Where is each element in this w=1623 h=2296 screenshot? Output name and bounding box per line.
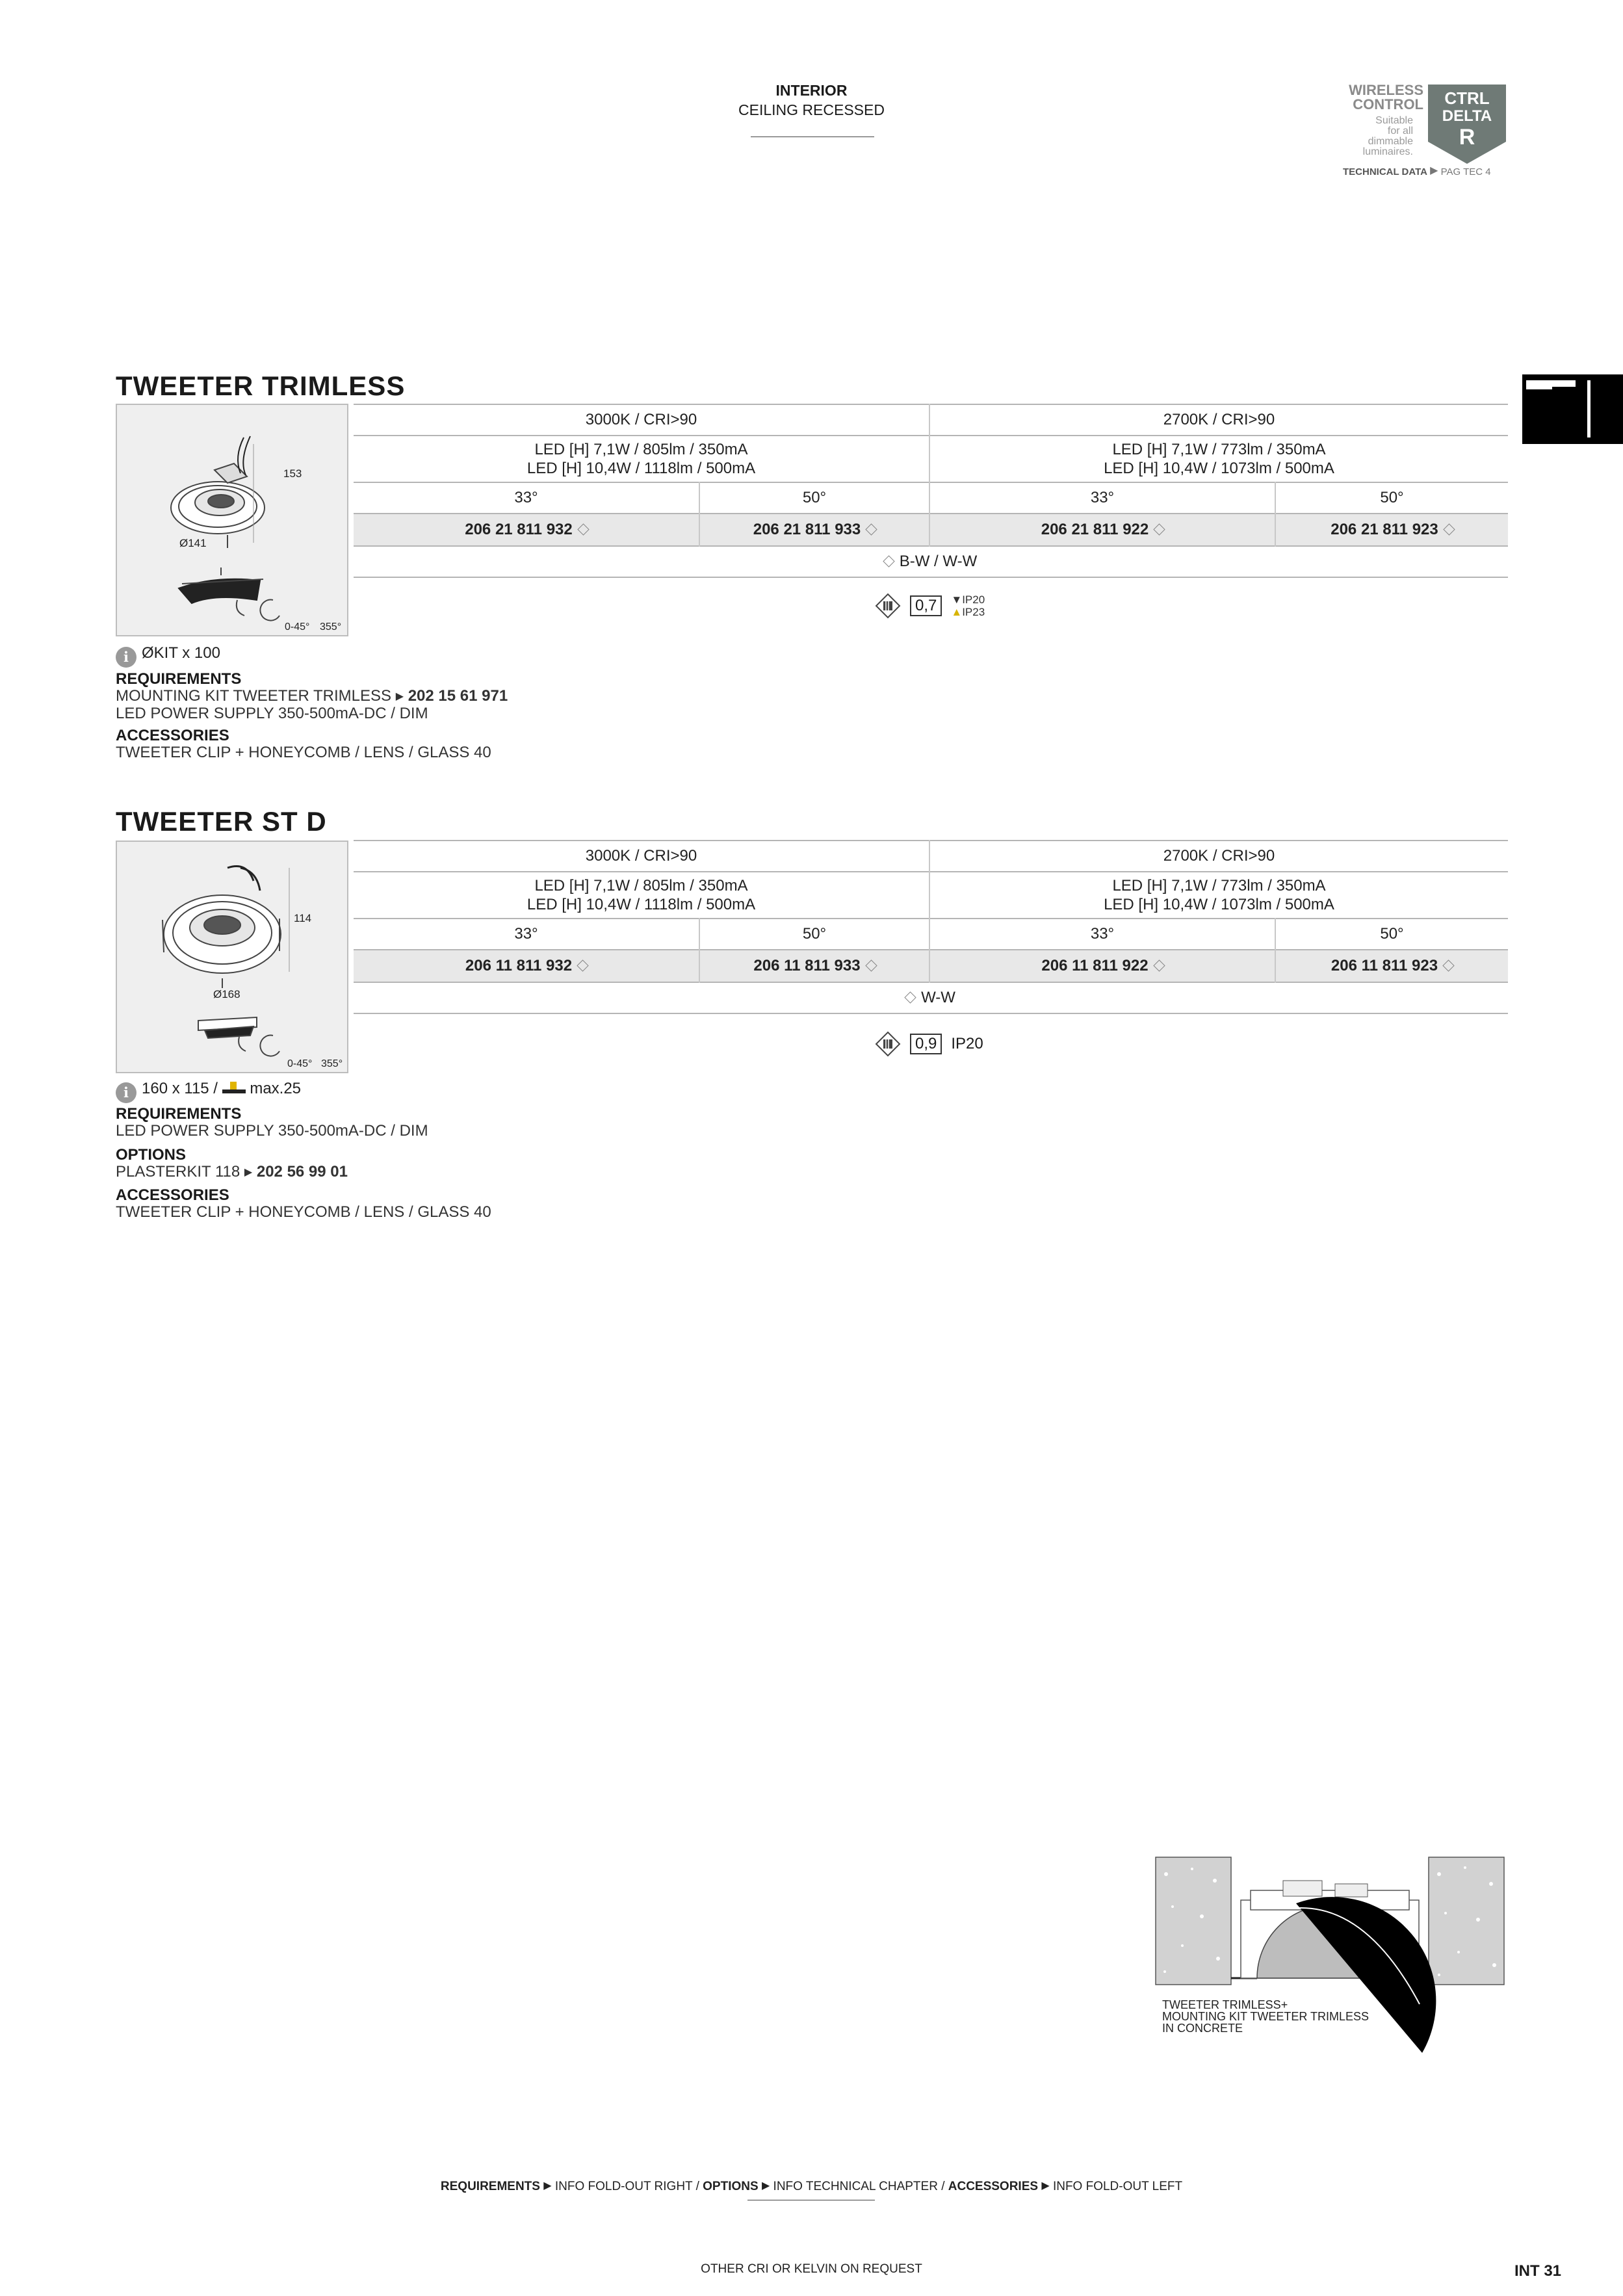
section-title: INTERIOR xyxy=(775,82,848,99)
installation-drawing xyxy=(1153,1855,1507,2063)
kit-info: i ØKIT x 100 xyxy=(116,644,220,668)
product-code[interactable]: 206 11 811 932 xyxy=(354,950,699,982)
led-spec: LED [H] 7,1W / 773lm / 350mA LED [H] 10,4W / 1073lm / 500mA xyxy=(929,436,1508,482)
ip-rating: IP20 xyxy=(951,1035,983,1052)
product-title: TWEETER ST D xyxy=(116,806,327,837)
group-header: 3000K / CRI>90 xyxy=(354,841,929,872)
product-image xyxy=(116,404,348,636)
led-spec: LED [H] 7,1W / 773lm / 350mA LED [H] 10,4W / 1073lm / 500mA xyxy=(929,872,1508,919)
requirements-block: REQUIREMENTS MOUNTING KIT TWEETER TRIMLESS ▶ 202 15 61 971 LED POWER SUPPLY 350-500mA-DC / DIM xyxy=(116,670,508,722)
diamond-icon xyxy=(904,991,916,1003)
finish-row: B-W / W-W xyxy=(354,546,1508,577)
tilt-label: 0-45° xyxy=(285,621,310,633)
product-code[interactable]: 206 21 811 932 xyxy=(354,514,699,546)
weight-value: 0,7 xyxy=(910,595,942,616)
group-header: 2700K / CRI>90 xyxy=(929,404,1508,436)
accessories-block: ACCESSORIES TWEETER CLIP + HONEYCOMB / LENS / GLASS 40 xyxy=(116,1186,491,1221)
beam-angle: 50° xyxy=(699,482,929,514)
section-subtitle: CEILING RECESSED xyxy=(738,101,885,118)
arrow-icon: ▶ xyxy=(543,2180,552,2191)
requirement-item: LED POWER SUPPLY 350-500mA-DC / DIM xyxy=(116,1122,428,1140)
requirement-item: LED POWER SUPPLY 350-500mA-DC / DIM xyxy=(116,705,428,722)
product-code[interactable]: 206 11 811 922 xyxy=(929,950,1275,982)
height-label: 153 xyxy=(283,467,302,480)
info-icon: i xyxy=(116,647,136,668)
rotate-label: 355° xyxy=(321,1058,343,1069)
height-label: 114 xyxy=(294,912,312,924)
diamond-icon xyxy=(1154,523,1165,535)
group-header: 2700K / CRI>90 xyxy=(929,841,1508,872)
product-code[interactable]: 206 21 811 933 xyxy=(699,514,929,546)
diamond-icon xyxy=(1153,959,1165,971)
tweeter-trimless-drawing-icon xyxy=(117,405,347,635)
product-code[interactable]: 206 21 811 922 xyxy=(929,514,1275,546)
chapter-tab[interactable] xyxy=(1522,374,1623,444)
beam-angle: 33° xyxy=(929,482,1275,514)
rotate-label: 355° xyxy=(320,621,342,633)
led-spec: LED [H] 7,1W / 805lm / 350mA LED [H] 10,4W / 1118lm / 500mA xyxy=(354,872,929,919)
weight-diamond-icon xyxy=(875,593,901,619)
diameter-label: Ø168 xyxy=(213,988,240,1000)
install-caption: TWEETER TRIMLESS+ MOUNTING KIT TWEETER TRIMLESS IN CONCRETE xyxy=(1162,1998,1370,2035)
product-spec-table xyxy=(354,404,1508,578)
weight-ip-row xyxy=(875,591,985,621)
ctrl-line2: DELTA xyxy=(1442,107,1492,125)
footer-legend: REQUIREMENTS ▶ INFO FOLD-OUT RIGHT / OPTIONS ▶ INFO TECHNICAL CHAPTER / ACCESSORIES ▶ INFO FOLD-OUT LEFT xyxy=(440,2180,1183,2193)
diamond-icon xyxy=(1442,959,1454,971)
diamond-icon xyxy=(865,959,877,971)
beam-angle: 50° xyxy=(699,919,929,950)
diamond-icon xyxy=(883,555,894,567)
ip-ratings: ▼IP20 ▲IP23 xyxy=(951,594,985,618)
beam-angle: 50° xyxy=(1275,482,1508,514)
product-image xyxy=(116,841,348,1073)
led-spec: LED [H] 7,1W / 805lm / 350mA LED [H] 10,4W / 1118lm / 500mA xyxy=(354,436,929,482)
tweeter-st-d-drawing-icon xyxy=(117,842,347,1072)
arrow-icon: ▶ xyxy=(1430,165,1438,176)
tilt-label: 0-45° xyxy=(287,1058,313,1069)
group-header: 3000K / CRI>90 xyxy=(354,404,929,436)
ctrl-line1: CTRL xyxy=(1444,88,1490,108)
product-spec-table xyxy=(354,840,1508,1014)
weight-value: 0,9 xyxy=(910,1034,942,1054)
info-icon: i xyxy=(116,1082,136,1103)
diamond-icon xyxy=(577,523,589,535)
arrow-icon: ▶ xyxy=(761,2180,770,2191)
product-code[interactable]: 206 21 811 923 xyxy=(1275,514,1508,546)
ceiling-thickness-icon xyxy=(222,1080,246,1096)
beam-angle: 50° xyxy=(1275,919,1508,950)
ip-top-icon: ▼ xyxy=(951,594,963,606)
product-title: TWEETER TRIMLESS xyxy=(116,371,406,401)
weight-ip-row xyxy=(875,1029,983,1059)
diamond-icon xyxy=(577,959,588,971)
accessories-block: ACCESSORIES TWEETER CLIP + HONEYCOMB / LENS / GLASS 40 xyxy=(116,727,491,761)
finish-row: W-W xyxy=(354,982,1508,1013)
options-block: OPTIONS PLASTERKIT 118 ▶ 202 56 99 01 xyxy=(116,1146,348,1181)
arrow-icon: ▶ xyxy=(395,691,404,702)
diamond-icon xyxy=(1443,523,1455,535)
requirements-block: REQUIREMENTS LED POWER SUPPLY 350-500mA-DC / DIM xyxy=(116,1105,428,1140)
wireless-note: Suitable for all dimmable luminaires. xyxy=(1362,115,1413,157)
arrow-icon: ▶ xyxy=(244,1167,253,1178)
wireless-control-badge xyxy=(1339,83,1508,177)
product-code[interactable]: 206 11 811 923 xyxy=(1275,950,1508,982)
page-number: INT 31 xyxy=(1514,2262,1562,2280)
option-item: PLASTERKIT 118 ▶ 202 56 99 01 xyxy=(116,1163,348,1181)
requirement-item: MOUNTING KIT TWEETER TRIMLESS ▶ 202 15 61 971 xyxy=(116,687,508,705)
cutout-info: i 160 x 115 / max.25 xyxy=(116,1080,301,1103)
beam-angle: 33° xyxy=(354,919,699,950)
diameter-label: Ø141 xyxy=(179,537,207,549)
product-code[interactable]: 206 11 811 933 xyxy=(699,950,929,982)
footer-note: OTHER CRI OR KELVIN ON REQUEST xyxy=(701,2262,922,2276)
beam-angle: 33° xyxy=(929,919,1275,950)
ctrl-delta-shield-icon xyxy=(1428,85,1506,164)
arrow-icon: ▶ xyxy=(1041,2180,1050,2191)
ip-bottom-icon: ▲ xyxy=(951,606,963,618)
weight-diamond-icon xyxy=(875,1031,901,1057)
beam-angle: 33° xyxy=(354,482,699,514)
diamond-icon xyxy=(866,523,877,535)
technical-data-link[interactable]: TECHNICAL DATA ▶ PAG TEC 4 xyxy=(1343,165,1491,177)
wireless-control-label: WIRELESS CONTROL xyxy=(1349,82,1423,112)
ctrl-line3: R xyxy=(1459,125,1475,150)
